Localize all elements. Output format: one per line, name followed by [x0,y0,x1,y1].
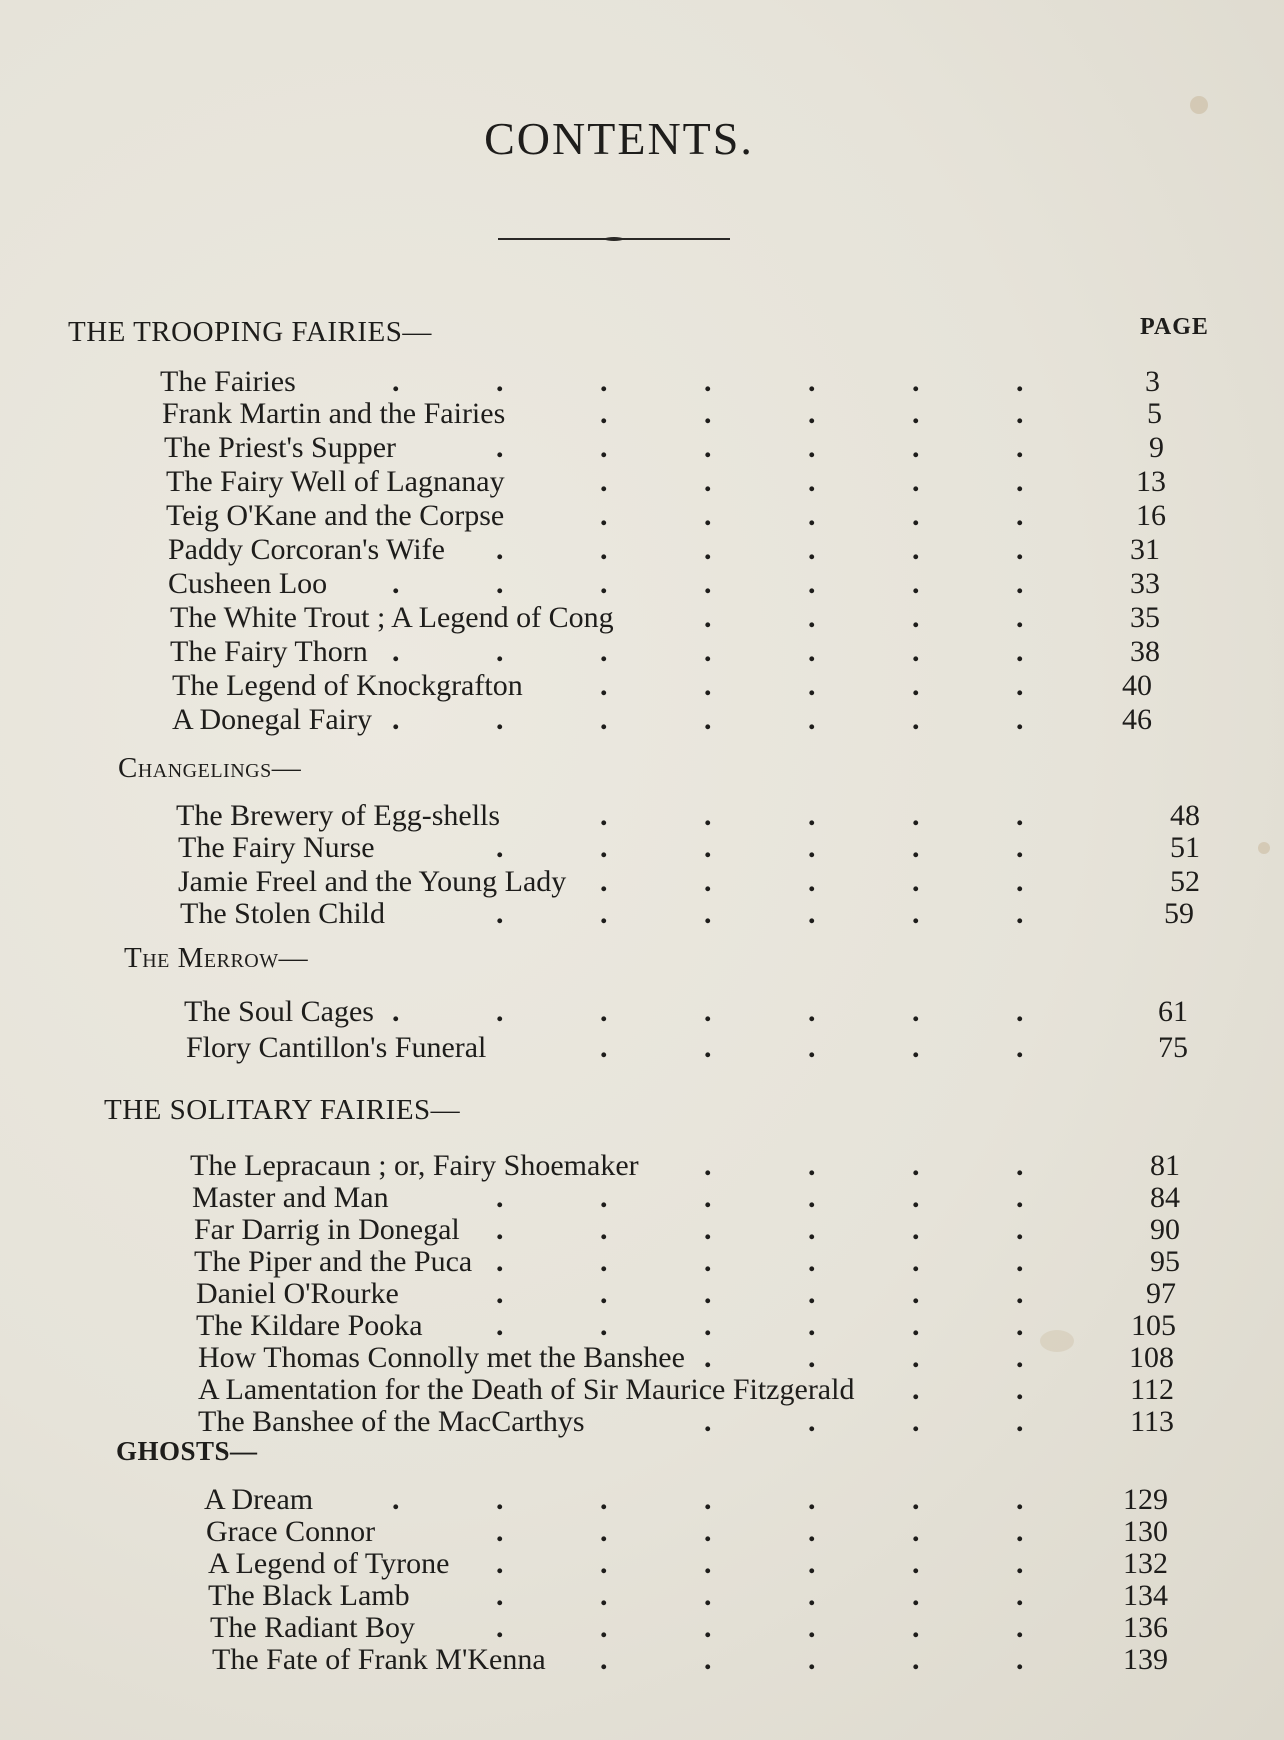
leader-dot: . [704,601,712,634]
leader-dot: . [600,1515,608,1548]
leader-dot: . [600,1309,608,1342]
leader-dot: . [600,1483,608,1516]
leader-dot: . [912,1547,920,1580]
leader-dot: . [600,669,608,702]
leader-dot: . [392,1483,400,1516]
leader-dot: . [704,1483,712,1516]
list-item [178,832,1200,864]
leader-dot: . [704,799,712,832]
leader-dot: . [912,499,920,532]
leader-dot: . [912,1245,920,1278]
leader-dot: . [1016,799,1024,832]
entry-title: Jamie Freel and the Young Lady [178,865,567,898]
leader-dot: . [704,1031,712,1064]
leader-dot: . [1016,567,1024,600]
leader-dot: . [808,703,816,736]
leader-dot: . [704,897,712,930]
entry-page-number: 9 [1149,431,1164,464]
entry-page-number: 90 [1150,1213,1180,1246]
entry-title: The White Trout ; A Legend of Cong [170,601,614,634]
leader-dot: . [704,1611,712,1644]
leader-dot: . [1016,635,1024,668]
leader-dot: . [1016,995,1024,1028]
leader-dot: . [912,1149,920,1182]
leader-dot: . [912,567,920,600]
list-item [210,1612,1168,1644]
leader-dot: . [600,365,608,398]
entry-title: The Brewery of Egg-shells [176,799,501,832]
entry-title: The Kildare Pooka [196,1309,423,1342]
leader-dot: . [808,669,816,702]
leader-dot: . [912,703,920,736]
leader-dot: . [704,431,712,464]
leader-dot: . [1016,669,1024,702]
entry-page-number: 33 [1130,567,1160,600]
entry-page-number: 51 [1170,831,1200,864]
leader-dot: . [600,431,608,464]
leader-dot: . [808,1277,816,1310]
leader-dot: . [496,1547,504,1580]
leader-dot: . [808,1031,816,1064]
leader-dot: . [600,799,608,832]
entry-page-number: 48 [1170,799,1200,832]
leader-dot: . [808,431,816,464]
entry-page-number: 129 [1123,1483,1168,1516]
leader-dot: . [912,1277,920,1310]
entry-page-number: 134 [1123,1579,1168,1612]
leader-dot: . [912,465,920,498]
leader-dot: . [808,865,816,898]
leader-dot: . [496,365,504,398]
leader-dot: . [1016,1277,1024,1310]
leader-dot: . [600,865,608,898]
leader-dot: . [392,995,400,1028]
leader-dot: . [600,465,608,498]
leader-dot: . [496,567,504,600]
leader-dot: . [600,397,608,430]
leader-dot: . [704,635,712,668]
entry-title: How Thomas Connolly met the Banshee [198,1341,685,1374]
leader-dot: . [704,831,712,864]
leader-dot: . [912,1031,920,1064]
leader-dot: . [1016,831,1024,864]
entry-title: A Legend of Tyrone [208,1547,450,1580]
leader-dot: . [600,533,608,566]
entry-title: The Legend of Knockgrafton [172,669,523,702]
entry-title: A Dream [204,1483,314,1516]
leader-dot: . [808,499,816,532]
entry-title: Frank Martin and the Fairies [162,397,506,430]
entry-page-number: 61 [1158,995,1188,1028]
leader-dot: . [808,1181,816,1214]
leader-dot: . [600,1277,608,1310]
leader-dot: . [912,365,920,398]
leader-dot: . [496,1245,504,1278]
leader-dot: . [600,995,608,1028]
leader-dot: . [1016,703,1024,736]
leader-dot: . [912,995,920,1028]
leader-dot: . [808,897,816,930]
leader-dot: . [1016,1579,1024,1612]
leader-dot: . [600,897,608,930]
list-item [208,1580,1168,1612]
leader-dot: . [912,1341,920,1374]
leader-dot: . [1016,1405,1024,1438]
list-item [198,1406,1174,1438]
entry-page-number: 130 [1123,1515,1168,1548]
entry-page-number: 132 [1123,1547,1168,1580]
leader-dot: . [704,397,712,430]
list-item [186,1032,1188,1064]
leader-dot: . [912,1373,920,1406]
leader-dot: . [496,635,504,668]
list-item [160,366,1160,398]
entry-page-number: 113 [1130,1405,1174,1438]
leader-dot: . [808,465,816,498]
leader-dot: . [912,1611,920,1644]
leader-dot: . [496,897,504,930]
entry-title: The Priest's Supper [164,431,397,464]
leader-dot: . [496,1579,504,1612]
leader-dot: . [496,1181,504,1214]
section-heading: GHOSTS— [116,1436,258,1466]
leader-dot: . [912,1515,920,1548]
section-heading: THE TROOPING FAIRIES— [68,316,432,348]
entry-page-number: 59 [1164,897,1194,930]
leader-dot: . [600,1579,608,1612]
leader-dot: . [1016,1611,1024,1644]
leader-dot: . [600,703,608,736]
entry-title: The Lepracaun ; or, Fairy Shoemaker [190,1149,639,1182]
entry-title: Flory Cantillon's Funeral [186,1031,487,1064]
leader-dot: . [808,1483,816,1516]
list-item [176,800,1200,832]
entry-title: The Stolen Child [180,897,385,930]
list-item [170,636,1160,668]
leader-dot: . [704,567,712,600]
leader-dot: . [600,1181,608,1214]
list-item [166,466,1166,498]
leader-dot: . [1016,601,1024,634]
list-item [192,1182,1180,1214]
leader-dot: . [912,831,920,864]
leader-dot: . [912,1309,920,1342]
paper-stain [1258,842,1270,854]
entry-page-number: 105 [1131,1309,1176,1342]
leader-dot: . [808,1643,816,1676]
list-item [180,898,1194,930]
list-item [198,1342,1174,1374]
list-item [172,704,1152,736]
list-item [166,500,1166,532]
entry-page-number: 139 [1123,1643,1168,1676]
entry-title: The Radiant Boy [210,1611,415,1644]
leader-dot: . [1016,1483,1024,1516]
list-item [194,1214,1180,1246]
leader-dot: . [808,1405,816,1438]
list-item [204,1484,1168,1516]
leader-dot: . [1016,897,1024,930]
entry-title: Grace Connor [206,1515,376,1548]
leader-dot: . [496,431,504,464]
leader-dot: . [912,533,920,566]
entry-page-number: 5 [1147,397,1162,430]
leader-dot: . [600,1031,608,1064]
leader-dot: . [704,1341,712,1374]
list-item [168,534,1160,566]
leader-dot: . [704,1181,712,1214]
entry-title: The Banshee of the MacCarthys [198,1405,585,1438]
entry-title: A Lamentation for the Death of Sir Maurice Fitzgerald [198,1373,855,1406]
entry-page-number: 95 [1150,1245,1180,1278]
leader-dot: . [704,1149,712,1182]
leader-dot: . [496,1213,504,1246]
leader-dot: . [808,567,816,600]
leader-dot: . [496,1515,504,1548]
entry-title: The Soul Cages [184,995,374,1028]
leader-dot: . [1016,1149,1024,1182]
leader-dot: . [704,1579,712,1612]
leader-dot: . [1016,431,1024,464]
entry-title: The Fairy Nurse [178,831,375,864]
leader-dot: . [808,1515,816,1548]
entry-page-number: 108 [1129,1341,1174,1374]
list-item [198,1374,1174,1406]
leader-dot: . [496,1483,504,1516]
leader-dot: . [704,365,712,398]
leader-dot: . [704,669,712,702]
section-heading: Changelings— [118,752,302,784]
entry-page-number: 97 [1146,1277,1176,1310]
leader-dot: . [496,831,504,864]
leader-dot: . [704,1277,712,1310]
entry-title: Master and Man [192,1181,389,1214]
leader-dot: . [704,1405,712,1438]
section-heading: The Merrow— [124,942,309,974]
list-item [212,1644,1168,1676]
leader-dot: . [392,635,400,668]
entry-title: Paddy Corcoran's Wife [168,533,445,566]
leader-dot: . [912,669,920,702]
leader-dot: . [1016,1031,1024,1064]
leader-dot: . [704,1309,712,1342]
list-item [164,432,1164,464]
leader-dot: . [704,703,712,736]
leader-dot: . [808,995,816,1028]
entry-page-number: 46 [1122,703,1152,736]
leader-dot: . [808,1611,816,1644]
leader-dot: . [808,1309,816,1342]
leader-dot: . [1016,397,1024,430]
entry-page-number: 136 [1123,1611,1168,1644]
entry-title: The Black Lamb [208,1579,410,1612]
leader-dot: . [392,365,400,398]
leader-dot: . [1016,1547,1024,1580]
entry-page-number: 52 [1170,865,1200,898]
leader-dot: . [704,1547,712,1580]
leader-dot: . [704,1245,712,1278]
list-item [162,398,1162,430]
entry-title: The Fairy Thorn [170,635,368,668]
leader-dot: . [392,567,400,600]
leader-dot: . [912,635,920,668]
leader-dot: . [808,397,816,430]
entry-page-number: 31 [1130,533,1160,566]
entry-page-number: 75 [1158,1031,1188,1064]
leader-dot: . [600,831,608,864]
entry-title: Far Darrig in Donegal [194,1213,460,1246]
leader-dot: . [704,1643,712,1676]
leader-dot: . [808,533,816,566]
leader-dot: . [704,1213,712,1246]
title-rule-ornament [498,236,730,242]
entry-title: The Fairy Well of Lagnanay [166,465,505,498]
leader-dot: . [912,865,920,898]
leader-dot: . [600,1245,608,1278]
leader-dot: . [600,1643,608,1676]
leader-dot: . [600,1611,608,1644]
leader-dot: . [1016,465,1024,498]
list-item [172,670,1152,702]
leader-dot: . [600,1213,608,1246]
leader-dot: . [808,799,816,832]
leader-dot: . [600,635,608,668]
entry-title: Cusheen Loo [168,567,328,600]
list-item [194,1246,1180,1278]
entry-page-number: 81 [1150,1149,1180,1182]
leader-dot: . [704,499,712,532]
leader-dot: . [912,397,920,430]
leader-dot: . [808,601,816,634]
leader-dot: . [1016,1245,1024,1278]
section-heading: THE SOLITARY FAIRIES— [104,1094,461,1126]
entry-title: Daniel O'Rourke [196,1277,399,1310]
leader-dot: . [1016,1213,1024,1246]
leader-dot: . [912,1579,920,1612]
leader-dot: . [496,533,504,566]
leader-dot: . [704,865,712,898]
leader-dot: . [1016,533,1024,566]
entry-page-number: 84 [1150,1181,1180,1214]
leader-dot: . [600,1547,608,1580]
list-item [184,996,1188,1028]
leader-dot: . [912,1213,920,1246]
page-title: CONTENTS. [484,113,754,164]
leader-dot: . [912,799,920,832]
leader-dot: . [1016,1515,1024,1548]
leader-dot: . [912,1405,920,1438]
leader-dot: . [496,1611,504,1644]
leader-dot: . [1016,865,1024,898]
leader-dot: . [1016,1181,1024,1214]
leader-dot: . [704,1515,712,1548]
list-item [168,568,1160,600]
list-item [178,866,1200,898]
leader-dot: . [600,567,608,600]
entry-page-number: 38 [1130,635,1160,668]
leader-dot: . [1016,1643,1024,1676]
entry-page-number: 40 [1122,669,1152,702]
leader-dot: . [1016,365,1024,398]
leader-dot: . [704,465,712,498]
leader-dot: . [704,533,712,566]
leader-dot: . [912,1483,920,1516]
leader-dot: . [600,499,608,532]
leader-dot: . [808,1213,816,1246]
entry-page-number: 3 [1145,365,1160,398]
leader-dot: . [496,703,504,736]
leader-dot: . [392,703,400,736]
page-column-label: PAGE [1140,314,1209,340]
leader-dot: . [1016,1309,1024,1342]
leader-dot: . [496,995,504,1028]
leader-dot: . [1016,1373,1024,1406]
leader-dot: . [808,635,816,668]
entry-page-number: 16 [1136,499,1166,532]
leader-dot: . [808,1245,816,1278]
entry-page-number: 13 [1136,465,1166,498]
leader-dot: . [496,1309,504,1342]
list-item [170,602,1160,634]
entry-title: The Fate of Frank M'Kenna [212,1643,546,1676]
entry-page-number: 35 [1130,601,1160,634]
leader-dot: . [808,1149,816,1182]
leader-dot: . [912,601,920,634]
leader-dot: . [496,1277,504,1310]
leader-dot: . [1016,499,1024,532]
entry-title: The Piper and the Puca [194,1245,473,1278]
list-item [206,1516,1168,1548]
leader-dot: . [912,1643,920,1676]
leader-dot: . [808,831,816,864]
leader-dot: . [912,431,920,464]
list-item [196,1278,1176,1310]
leader-dot: . [912,897,920,930]
leader-dot: . [808,365,816,398]
leader-dot: . [808,1341,816,1374]
list-item [208,1548,1168,1580]
list-item [190,1150,1180,1182]
entry-page-number: 112 [1130,1373,1174,1406]
entry-title: The Fairies [160,365,296,398]
leader-dot: . [704,995,712,1028]
entry-title: Teig O'Kane and the Corpse [166,499,505,532]
leader-dot: . [1016,1341,1024,1374]
entry-title: A Donegal Fairy [172,703,372,736]
list-item [196,1310,1176,1342]
leader-dot: . [808,1579,816,1612]
leader-dot: . [808,1547,816,1580]
leader-dot: . [912,1181,920,1214]
